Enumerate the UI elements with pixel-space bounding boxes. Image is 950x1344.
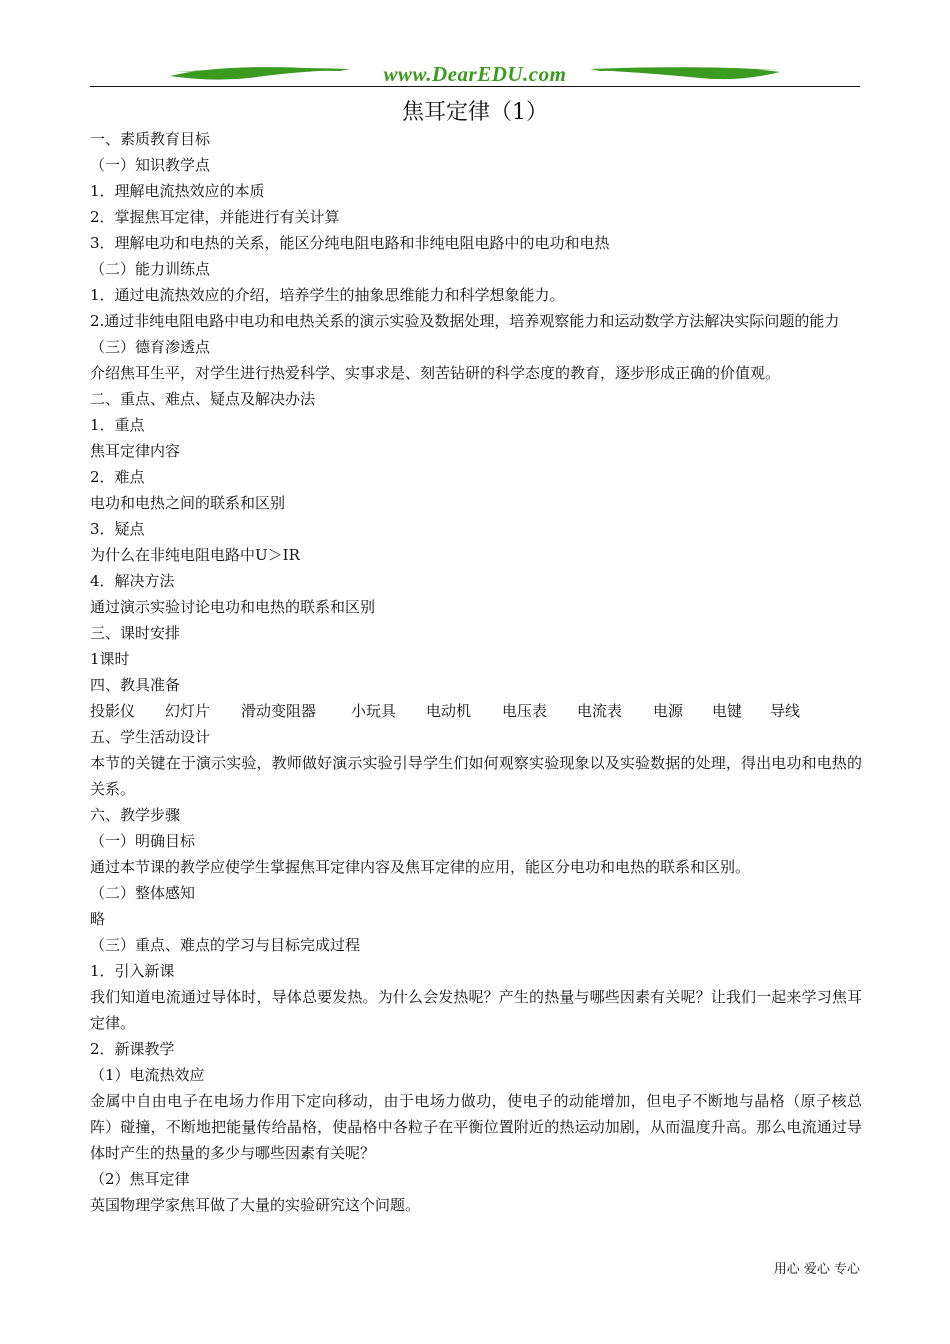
list-item: 3．理解电功和电热的关系，能区分纯电阻电路和非纯电阻电路中的电功和电热: [90, 234, 610, 252]
equipment-item: 电源: [653, 702, 684, 720]
paragraph: 略: [90, 910, 106, 928]
site-logo-text: www.DearEDU.com: [383, 62, 567, 86]
paragraph: 金属中自由电子在电场力作用下定向移动，由于电场力做功，使电子的动能增加，但电子不断地与晶格（原子核总阵）碰撞，不断地把能量传给晶格，使晶格中各粒子在平衡位置附近的热运动加剧，从而温度升高。那么电流通过导体时产生的热量的多少与哪些因素有关呢？: [90, 1092, 862, 1162]
document-body: [90, 126, 862, 1218]
list-item: 2．难点: [90, 468, 145, 486]
paragraph: 电功和电热之间的联系和区别: [90, 494, 286, 512]
equipment-item: 电动机: [426, 702, 472, 720]
list-item: 1．重点: [90, 416, 145, 434]
page-footer: 用心 爱心 专心: [773, 1262, 860, 1277]
section-heading: 一、素质教育目标: [90, 130, 211, 148]
paragraph: 焦耳定律内容: [90, 442, 181, 460]
subsection-heading: （二）整体感知: [90, 884, 196, 902]
list-item: 4．解决方法: [90, 572, 175, 590]
section-heading: 三、课时安排: [90, 624, 181, 642]
paragraph: 通过本节课的教学应使学生掌握焦耳定律内容及焦耳定律的应用，能区分电功和电热的联系和区别。: [90, 858, 751, 876]
list-item: 2．掌握焦耳定律，并能进行有关计算: [90, 208, 340, 226]
equipment-item: 导线: [770, 702, 801, 720]
equipment-item: 电流表: [577, 702, 623, 720]
subsection-heading: （三）重点、难点的学习与目标完成过程: [90, 936, 361, 954]
paragraph: 为什么在非纯电阻电路中U＞IR: [90, 546, 300, 564]
equipment-item: 电键: [712, 702, 743, 720]
equipment-list: [90, 698, 862, 724]
list-item: 1．理解电流热效应的本质: [90, 182, 265, 200]
subsection-heading: （一）知识教学点: [90, 156, 211, 174]
list-item: 2．新课教学: [90, 1040, 175, 1058]
section-heading: 二、重点、难点、疑点及解决办法: [90, 390, 316, 408]
header-divider: [90, 86, 860, 87]
section-heading: 五、学生活动设计: [90, 728, 211, 746]
equipment-item: 小玩具: [351, 702, 397, 720]
section-heading: 六、教学步骤: [90, 806, 181, 824]
subsection-heading: （一）明确目标: [90, 832, 196, 850]
subsection-heading: （2）焦耳定律: [90, 1170, 190, 1188]
list-item: 3．疑点: [90, 520, 145, 538]
subsection-heading: （二）能力训练点: [90, 260, 211, 278]
paragraph: 英国物理学家焦耳做了大量的实验研究这个问题。: [90, 1196, 421, 1214]
subsection-heading: （1）电流热效应: [90, 1066, 205, 1084]
site-header: [90, 56, 860, 90]
equipment-item: 滑动变阻器: [241, 702, 317, 720]
paragraph: 我们知道电流通过导体时，导体总要发热。为什么会发热呢？产生的热量与哪些因素有关呢？让我们一起来学习焦耳定律。: [90, 988, 862, 1032]
section-heading: 四、教具准备: [90, 676, 181, 694]
paragraph: 1课时: [90, 650, 130, 668]
list-item: 1．通过电流热效应的介绍，培养学生的抽象思维能力和科学想象能力。: [90, 286, 565, 304]
subsection-heading: （三）德育渗透点: [90, 338, 211, 356]
list-item: 1．引入新课: [90, 962, 175, 980]
paragraph: 通过演示实验讨论电功和电热的联系和区别: [90, 598, 376, 616]
equipment-item: 投影仪: [90, 702, 136, 720]
page-title: 焦耳定律（1）: [402, 100, 548, 125]
equipment-item: 幻灯片: [165, 702, 211, 720]
paragraph: 介绍焦耳生平，对学生进行热爱科学、实事求是、刻苦钻研的科学态度的教育，逐步形成正确的价值观。: [90, 364, 781, 382]
equipment-item: 电压表: [502, 702, 548, 720]
list-item: 2.通过非纯电阻电路中电功和电热关系的演示实验及数据处理，培养观察能力和运动数学方法解决实际问题的能力: [90, 312, 840, 330]
paragraph: 本节的关键在于演示实验，教师做好演示实验引导学生们如何观察实验现象以及实验数据的处理，得出电功和电热的关系。: [90, 754, 862, 798]
